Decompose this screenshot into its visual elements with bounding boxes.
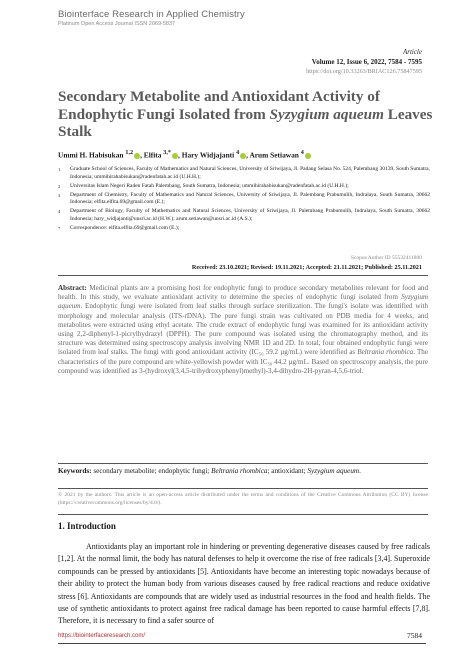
author-name: Hary Widjajanti <box>181 150 235 160</box>
introduction-text: Antioxidants play an important role in hindering or preventing degenerative diseases caused by free radicals [1,2]. At the normal limit, the body has natural defenses to help it overcome the rise of free radicals [3,4]. Superoxide compounds can be pressed by antioxidants [5]. Antioxidants have become an interesting topic nowadays because of their ability to protect the human body from various diseases caused by free radical reactions and reduce oxidative stress [6]. Antioxidants are compounds that are widely used as industrial resources in the food and health fields. The use of synthetic antioxidants to protect against free radical damage has been reported to cause harmful effects [7,8]. Therefore, it is necessary to find a safer source of <box>58 542 430 626</box>
affiliations <box>58 166 430 234</box>
journal-name: Biointerface Research in Applied Chemistry <box>58 9 245 20</box>
affiliation-item: 3 Department of Chemistry, Faculty of Mathematics and Natural Sciences, University of Sriwijaya, Jl. Palembang Prabumulih, Indralaya, South Sumatra, 30662 Indonesia; elfita.elfita.69@gmail.com (E.); <box>58 191 430 206</box>
author-name: Elfita <box>143 150 162 160</box>
divider <box>58 275 428 276</box>
article-type: Article <box>402 48 422 56</box>
orcid-icon[interactable] <box>172 153 178 159</box>
affiliation-item: 4 Department of Biology, Faculty of Mathematics and Natural Sciences, University of Sriwijaya, Jl. Palembang Prabumulih, Indralaya, South Sumatra, 30662 Indonesia; hary_widjajanti@unsri.ac.id (H.W.); arum.setiawan@unsri.ac.id (A.S.); <box>58 208 430 223</box>
affiliation-item: 2 Universitas Islam Negeri Raden Fatah Palembang, South Sumatra, Indonesia; ummihirahabisukan@radenfatah.ac.id (U.H.H.); <box>58 182 349 189</box>
page-number: 7584 <box>407 631 422 640</box>
journal-header <box>0 0 474 50</box>
author-list: Ummi H. Habisukan $^{1,2}$ , Elfita $^{3,*}$ , Hary Widjajanti $^4$ , Arum Setiawan $^4$ <box>58 150 438 159</box>
license-notice: © 2021 by the authors. This article is an open-access article distributed under the terms and conditions of the Creative Commons Attribution (CC BY) license (https://creativecommons.org/licenses/by/4.0/). <box>58 492 428 506</box>
footer-url[interactable]: https://biointerfaceresearch.com/ <box>58 633 146 639</box>
divider <box>58 514 428 515</box>
author-name: Ummi H. Habisukan <box>58 150 124 160</box>
footer-rule <box>58 643 426 644</box>
author-name: Arum Setiawan <box>249 150 299 160</box>
affiliation-item: 1 Graduate School of Sciences, Faculty of Mathematics and Natural Sciences, University of Sriwijaya, Jl. Padang Selasa No. 524, Palembang 30139, South Sumatra, Indonesia; ummihirahabisukan@radenfatah.ac.id (U.H.H.); <box>58 166 430 180</box>
divider <box>58 488 428 489</box>
article-info <box>306 48 422 77</box>
abstract: Abstract: Medicinal plants are a promising host for endophytic fungi to produce secondary metabolites relevant for food and health. In this study, we evaluate antioxidant activity to determine the species of endophytic fungi isolated from Syzygium aqueum. Endophytic fungi were isolated from leaf stalks through surface sterilization. The fungi's isolate was identified with morphology and molecular analysis (ITS-rDNA). The pure fungi strain was cultivated on PDB media for 4 weeks, and metabolites were extracted using ethyl acetate. The crude extract of endophytic fungi was examined for its antioxidant activity using 2,2-diphenyl-1-picrylhydrazyl (DPPH). The pure compound was isolated using the chromatography method, and its structure was determined using spectroscopy analysis involving NMR 1D and 2D. In total, four obtained endophytic fungi were isolated from leaf stalks. The fungi with good antioxidant activity (IC₅₀ 59.2 µg/mL) were identified as Beltrania rhombica. The characteristics of the pure compound are white-yellowish powder with IC₅₀ 44.2 µg/mL. Based on spectroscopy analysis, the pure compound was identified as 3-(hydroxyl(3,4,5-trihydroxyphenyl)methyl)-3,4-dihydro-2H-pyran-4,5,6-triol. <box>58 284 428 375</box>
orcid-icon[interactable] <box>240 153 246 159</box>
paper-title: Secondary Metabolite and Antioxidant Activity of Endophytic Fungi Isolated from Syzygium aqueum Leaves Stalk <box>58 88 433 140</box>
affiliation-item: * Correspondence: elfita.elfita.69@gmail.com (E.); <box>58 225 180 232</box>
publication-dates: Received: 23.10.2021; Revised: 19.11.2021; Accepted: 21.11.2021; Published: 25.11.2021 <box>191 264 422 271</box>
orcid-icon[interactable] <box>134 153 140 159</box>
section-heading: 1. Introduction <box>58 521 116 531</box>
keywords: Keywords: secondary metabolite; endophytic fungi; Beltrania rhombica; antioxidant; Syzygium aqueum. <box>58 467 361 475</box>
divider <box>58 463 428 464</box>
scopus-id: Scopus Author ID 55532411800 <box>350 255 422 261</box>
journal-subtitle: Platinum Open Access Journal ISSN 2069-5837 <box>58 21 176 27</box>
volume-info: Volume 12, Issue 6, 2022, 7584 - 7595 <box>311 57 422 66</box>
doi-link[interactable]: https://doi.org/10.33263/BRIAC126.75847595 <box>306 68 422 75</box>
orcid-icon[interactable] <box>305 153 311 159</box>
